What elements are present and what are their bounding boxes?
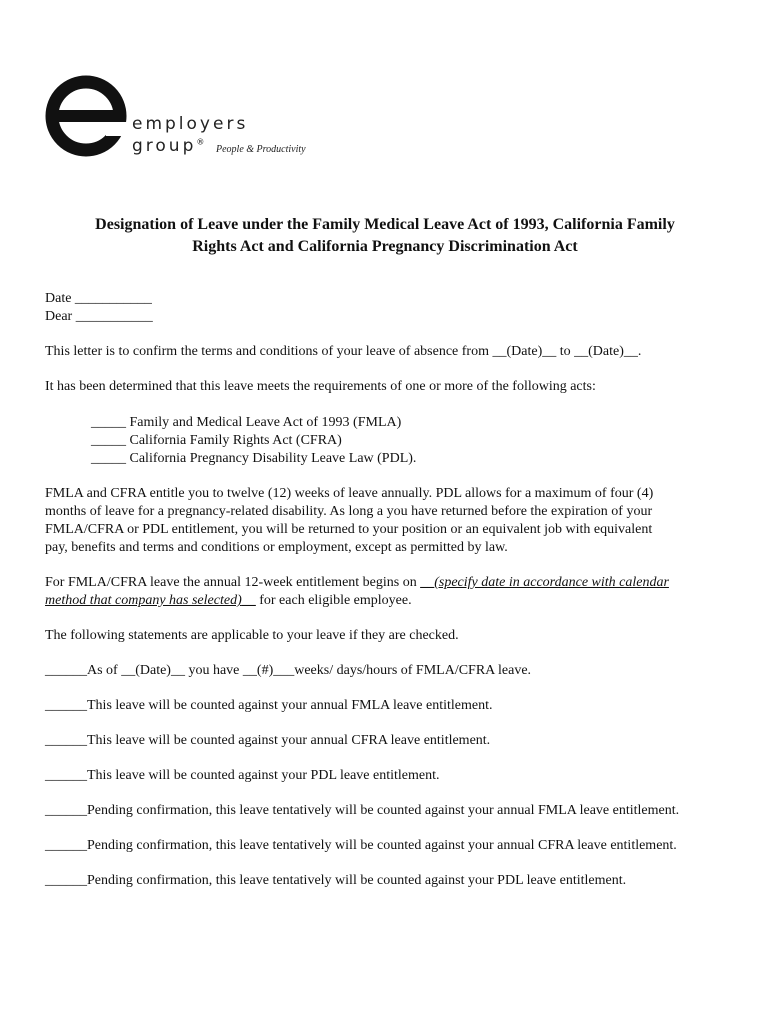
statement-blank: ______ bbox=[45, 698, 87, 713]
statement-text: Pending confirmation, this leave tentatively will be counted against your PDL leave entitlement. bbox=[87, 873, 627, 888]
employers-group-logo bbox=[44, 74, 344, 164]
statement-item bbox=[45, 837, 711, 855]
entitlement-paragraph bbox=[45, 485, 735, 557]
entitlement-line-4: pay, benefits and terms and conditions or employment, except as permitted by law. bbox=[45, 540, 508, 555]
act-item-pdl: _____ California Pregnancy Disability Leave Law (PDL). bbox=[91, 451, 417, 466]
letter-body bbox=[45, 290, 735, 890]
statement-blank: ______ bbox=[45, 768, 87, 783]
statement-item bbox=[45, 697, 735, 715]
logo-group-text: group bbox=[132, 136, 197, 156]
annual-blank-start: __ bbox=[420, 575, 435, 590]
statement-item bbox=[45, 872, 735, 890]
statement-text: This leave will be counted against your annual FMLA leave entitlement. bbox=[87, 698, 493, 713]
annual-prefix: For FMLA/CFRA leave the annual 12-week entitlement begins on bbox=[45, 575, 421, 590]
statement-blank: ______ bbox=[45, 838, 87, 853]
entitlement-line-3: FMLA/CFRA or PDL entitlement, you will be returned to your position or an equivalent job with equivalent bbox=[45, 522, 653, 537]
logo-tagline: People & Productivity bbox=[216, 144, 306, 155]
determined-paragraph: It has been determined that this leave meets the requirements of one or more of the following acts: bbox=[45, 379, 596, 394]
entitlement-line-2: months of leave for a pregnancy-related disability. As long a you have returned before the expiration of your bbox=[45, 504, 653, 519]
annual-suffix: for each eligible employee. bbox=[255, 593, 412, 608]
dear-field: Dear ___________ bbox=[45, 309, 153, 324]
act-item-fmla: _____ Family and Medical Leave Act of 1993 (FMLA) bbox=[91, 415, 402, 430]
statement-text: Pending confirmation, this leave tentatively will be counted against your annual FMLA leave entitlement. bbox=[87, 803, 680, 818]
registered-mark: ® bbox=[196, 137, 205, 147]
statement-text: This leave will be counted against your PDL leave entitlement. bbox=[87, 768, 440, 783]
annual-italic-1: (specify date in accordance with calendar bbox=[434, 575, 669, 590]
entitlement-line-1: FMLA and CFRA entitle you to twelve (12) weeks of leave annually. PDL allows for a maximum of four (4) bbox=[45, 486, 654, 501]
annual-line-1 bbox=[45, 574, 735, 592]
document-title bbox=[40, 214, 730, 258]
statement-text: This leave will be counted against your annual CFRA leave entitlement. bbox=[87, 733, 491, 748]
logo-word-group bbox=[132, 136, 204, 156]
annual-line-2 bbox=[45, 592, 735, 610]
statements-intro: The following statements are applicable to your leave if they are checked. bbox=[45, 628, 459, 643]
statement-item bbox=[45, 767, 735, 785]
intro-paragraph: This letter is to confirm the terms and conditions of your leave of absence from __(Date)__ to __(Date)__. bbox=[45, 344, 642, 359]
statement-text: As of __(Date)__ you have __(#)___weeks/ days/hours of FMLA/CFRA leave. bbox=[87, 663, 532, 678]
statement-blank: ______ bbox=[45, 873, 87, 888]
statement-blank: ______ bbox=[45, 663, 87, 678]
statement-text: Pending confirmation, this leave tentatively will be counted against your annual CFRA leave entitlement. bbox=[87, 838, 677, 853]
annual-italic-2: method that company has selected) bbox=[45, 593, 242, 608]
date-field: Date ___________ bbox=[45, 291, 152, 306]
statement-item bbox=[45, 732, 735, 750]
e-logo-icon bbox=[44, 74, 128, 158]
annual-entitlement-paragraph bbox=[45, 574, 735, 610]
title-line-1: Designation of Leave under the Family Medical Leave Act of 1993, California Family bbox=[95, 216, 675, 233]
title-line-2: Rights Act and California Pregnancy Discrimination Act bbox=[192, 238, 578, 255]
statement-blank: ______ bbox=[45, 733, 87, 748]
acts-list bbox=[45, 414, 735, 468]
act-item-cfra: _____ California Family Rights Act (CFRA) bbox=[91, 433, 342, 448]
logo-word-employers: employers bbox=[132, 114, 249, 134]
annual-blank-end: __ bbox=[241, 593, 256, 608]
statement-blank: ______ bbox=[45, 803, 87, 818]
statement-item bbox=[45, 802, 711, 820]
statement-item bbox=[45, 662, 735, 680]
